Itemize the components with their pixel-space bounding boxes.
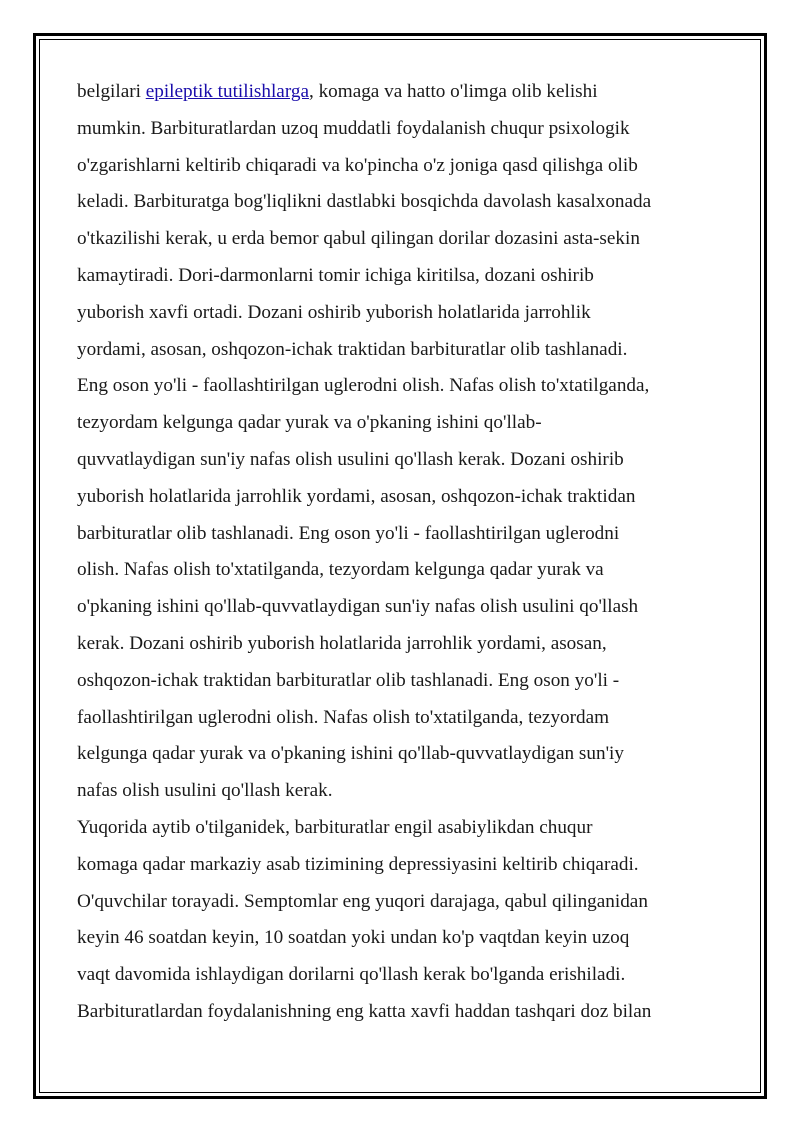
paragraph <box>77 74 727 810</box>
text-segment: tezyordam kelgunga qadar yurak va o'pkaning ishini qo'llab- <box>77 412 542 434</box>
text-segment: o'pkaning ishini qo'llab-quvvatlaydigan sun'iy nafas olish usulini qo'llash <box>77 596 639 618</box>
text-line <box>77 74 727 111</box>
text-segment: Eng oson yo'li - faollashtirilgan uglerodni olish. Nafas olish to'xtatilganda, <box>77 375 650 397</box>
text-line <box>77 148 727 185</box>
text-segment: mumkin. Barbituratlardan uzoq muddatli foydalanish chuqur psixologik <box>77 117 630 139</box>
text-line <box>77 442 727 479</box>
text-segment: o'zgarishlarni keltirib chiqaradi va ko'pincha o'z joniga qasd qilishga olib <box>77 154 638 176</box>
text-line <box>77 258 727 295</box>
text-segment: olish. Nafas olish to'xtatilganda, tezyordam kelgunga qadar yurak va <box>77 559 604 581</box>
text-line <box>77 332 727 369</box>
text-line <box>77 516 727 553</box>
text-segment: belgilari <box>77 81 146 102</box>
text-segment: , komaga va hatto o'limga olib kelishi <box>308 81 598 102</box>
text-segment: yuborish holatlarida jarrohlik yordami, asosan, oshqozon-ichak traktidan <box>77 485 636 507</box>
text-segment: keladi. Barbituratga bog'liqlikni dastlabki bosqichda davolash kasalxonada <box>77 191 652 213</box>
text-line <box>77 663 727 700</box>
document-body <box>77 74 727 1031</box>
text-segment: faollashtirilgan uglerodni olish. Nafas olish to'xtatilganda, tezyordam <box>77 706 610 728</box>
text-segment: Yuqorida aytib o'tilganidek, barbituratlar engil asabiylikdan chuqur <box>77 816 593 838</box>
text-segment: barbituratlar olib tashlanadi. Eng oson yo'li - faollashtirilgan uglerodni <box>77 522 620 544</box>
text-segment: yuborish xavfi ortadi. Dozani oshirib yuborish holatlarida jarrohlik <box>77 301 591 323</box>
text-line <box>77 552 727 589</box>
text-line <box>77 700 727 737</box>
text-segment: o'tkazilishi kerak, u erda bemor qabul qilingan dorilar dozasini asta-sekin <box>77 228 640 250</box>
text-line <box>77 773 727 810</box>
text-line <box>77 736 727 773</box>
text-line <box>77 479 727 516</box>
text-segment: Barbituratlardan foydalanishning eng katta xavfi haddan tashqari doz bilan <box>77 1000 652 1022</box>
inline-link[interactable]: epileptik tutilishlarga <box>145 81 309 102</box>
text-segment: quvvatlaydigan sun'iy nafas olish usulini qo'llash kerak. Dozani oshirib <box>77 448 624 470</box>
text-segment: komaga qadar markaziy asab tizimining depressiyasini keltirib chiqaradi. <box>77 853 639 875</box>
text-segment: vaqt davomida ishlaydigan dorilarni qo'llash kerak bo'lganda erishiladi. <box>77 964 626 986</box>
text-segment: yordami, asosan, oshqozon-ichak traktidan barbituratlar olib tashlanadi. <box>77 338 628 360</box>
text-line <box>77 221 727 258</box>
text-line <box>77 847 727 884</box>
text-segment: O'quvchilar torayadi. Semptomlar eng yuqori darajaga, qabul qilinganidan <box>77 890 648 912</box>
text-line <box>77 368 727 405</box>
text-line <box>77 295 727 332</box>
text-line <box>77 994 727 1031</box>
text-line <box>77 920 727 957</box>
text-line <box>77 589 727 626</box>
text-line <box>77 957 727 994</box>
text-line <box>77 111 727 148</box>
text-line <box>77 626 727 663</box>
text-line <box>77 184 727 221</box>
text-line <box>77 810 727 847</box>
text-segment: kelgunga qadar yurak va o'pkaning ishini qo'llab-quvvatlaydigan sun'iy <box>77 743 624 765</box>
text-line <box>77 405 727 442</box>
text-segment: oshqozon-ichak traktidan barbituratlar olib tashlanadi. Eng oson yo'li - <box>77 669 620 691</box>
text-segment: kerak. Dozani oshirib yuborish holatlarida jarrohlik yordami, asosan, <box>77 632 607 654</box>
text-segment: kamaytiradi. Dori-darmonlarni tomir ichiga kiritilsa, dozani oshirib <box>77 264 594 286</box>
text-line <box>77 884 727 921</box>
text-segment: keyin 46 soatdan keyin, 10 soatdan yoki undan ko'p vaqtdan keyin uzoq <box>77 927 630 949</box>
text-segment: nafas olish usulini qo'llash kerak. <box>77 780 333 802</box>
paragraph <box>77 810 727 1031</box>
